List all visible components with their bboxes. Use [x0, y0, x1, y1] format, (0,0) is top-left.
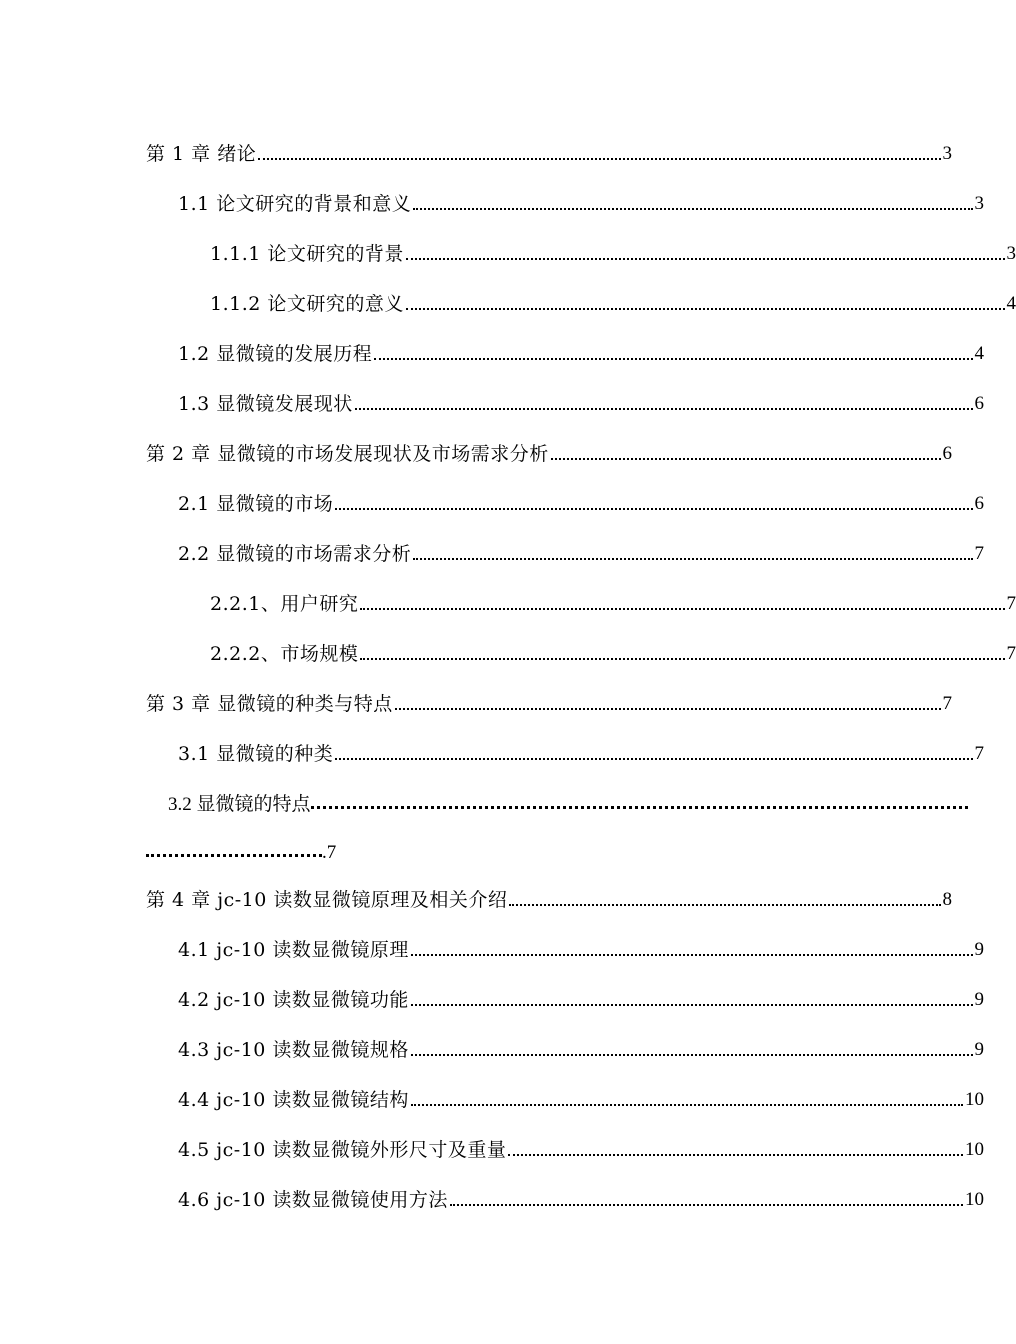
toc-entry-label: 4.5 jc-10 读数显微镜外形尺寸及重量 — [178, 1139, 507, 1161]
toc-entry-page: 7 — [974, 743, 984, 764]
toc-entry-label: 第 3 章 显微镜的种类与特点 — [146, 693, 393, 715]
toc-entry[interactable] — [0, 286, 1016, 316]
toc-entry-label: 2.2 显微镜的市场需求分析 — [178, 543, 412, 565]
toc-entry[interactable] — [0, 686, 952, 716]
toc-entry[interactable] — [0, 236, 1016, 266]
toc-entry[interactable] — [0, 586, 1016, 616]
toc-entry[interactable] — [0, 882, 952, 912]
toc-entry-label: 1.2 显微镜的发展历程 — [178, 343, 373, 365]
leader-dots — [411, 1004, 973, 1006]
leader-dots — [406, 258, 1005, 260]
toc-entry[interactable] — [0, 136, 952, 166]
toc-entry-page: 7 — [1006, 643, 1016, 664]
toc-entry[interactable] — [0, 386, 984, 416]
toc-entry-label: 4.1 jc-10 读数显微镜原理 — [178, 939, 409, 961]
toc-entry-label: 4.3 jc-10 读数显微镜规格 — [178, 1039, 409, 1061]
leader-dots — [360, 658, 1004, 660]
toc-entry[interactable] — [0, 1082, 984, 1112]
leader-dots — [355, 408, 973, 410]
toc-entry-page: 6 — [974, 393, 984, 414]
toc-entry[interactable] — [0, 736, 984, 766]
leader-dots — [411, 1104, 963, 1106]
toc-entry-page: 4 — [1006, 293, 1016, 314]
leader-dots — [413, 208, 972, 210]
toc-entry-line — [0, 786, 968, 816]
toc-entry[interactable] — [0, 186, 984, 216]
leader-dots — [374, 358, 972, 360]
leader-dots — [413, 558, 972, 560]
leader-dots — [360, 608, 1004, 610]
toc-entry[interactable] — [0, 486, 984, 516]
toc-entry-label: 1.3 显微镜发展现状 — [178, 393, 353, 415]
toc-entry[interactable] — [0, 436, 952, 466]
toc-entry-page: .7 — [322, 842, 337, 863]
toc-entry-label: 2.1 显微镜的市场 — [178, 493, 334, 515]
toc-entry-label: 第 1 章 绪论 — [146, 143, 257, 165]
toc-entry-page: 7 — [1006, 593, 1016, 614]
toc-entry[interactable] — [0, 636, 1016, 666]
toc-entry-label: 2.2.2、市场规模 — [210, 643, 359, 665]
toc-entry-page: 6 — [974, 493, 984, 514]
leader-dots — [258, 158, 940, 160]
toc-entry-label: 第 4 章 jc-10 读数显微镜原理及相关介绍 — [146, 889, 508, 911]
toc-entry[interactable] — [0, 536, 984, 566]
toc-entry-label: 第 2 章 显微镜的市场发展现状及市场需求分析 — [146, 443, 549, 465]
leader-dots — [411, 954, 973, 956]
toc-entry-label: 2.2.1、用户研究 — [210, 593, 359, 615]
leader-dots — [509, 904, 940, 906]
toc-entry-page: 4 — [974, 343, 984, 364]
leader-dots — [311, 806, 968, 809]
leader-dots — [335, 508, 972, 510]
toc-entry-label: 4.6 jc-10 读数显微镜使用方法 — [178, 1189, 448, 1211]
toc-entry-label: 4.2 jc-10 读数显微镜功能 — [178, 989, 409, 1011]
toc-entry-line — [0, 834, 968, 864]
toc-entry-page: 9 — [974, 939, 984, 960]
toc-entry-page: 10 — [965, 1139, 984, 1160]
leader-dots — [450, 1204, 963, 1206]
leader-dots — [395, 708, 941, 710]
toc-entry-page: 6 — [942, 443, 952, 464]
leader-dots — [411, 1054, 973, 1056]
toc-entry-page: 3 — [1006, 243, 1016, 264]
toc-entry-page: 10 — [965, 1089, 984, 1110]
toc-entry-page: 3 — [942, 143, 952, 164]
toc-entry[interactable] — [0, 336, 984, 366]
toc-entry-page: 10 — [965, 1189, 984, 1210]
toc-entry[interactable] — [0, 1032, 984, 1062]
toc-entry-page: 7 — [974, 543, 984, 564]
leader-dots — [551, 458, 941, 460]
toc-entry[interactable] — [0, 1132, 984, 1162]
toc-entry-label: 1.1.2 论文研究的意义 — [210, 293, 404, 315]
toc-entry-page: 9 — [974, 1039, 984, 1060]
toc-entry-label: 3.1 显微镜的种类 — [178, 743, 334, 765]
leader-dots — [146, 854, 322, 857]
toc-entry[interactable] — [0, 932, 984, 962]
toc-entry-label: 1.1.1 论文研究的背景 — [210, 243, 404, 265]
toc-entry[interactable] — [0, 982, 984, 1012]
leader-dots — [508, 1154, 963, 1156]
toc-entry-page: 7 — [942, 693, 952, 714]
toc-entry-label: 1.1 论文研究的背景和意义 — [178, 193, 412, 215]
toc-entry-label: 4.4 jc-10 读数显微镜结构 — [178, 1089, 409, 1111]
leader-dots — [406, 308, 1005, 310]
toc-entry-page: 8 — [942, 889, 952, 910]
toc-entry-page: 3 — [974, 193, 984, 214]
toc-entry-page: 9 — [974, 989, 984, 1010]
toc-entry-wrapped[interactable] — [0, 786, 968, 864]
leader-dots — [335, 758, 972, 760]
toc-entry-label: 3.2 显微镜的特点 — [168, 794, 311, 815]
toc-entry[interactable] — [0, 1182, 984, 1212]
